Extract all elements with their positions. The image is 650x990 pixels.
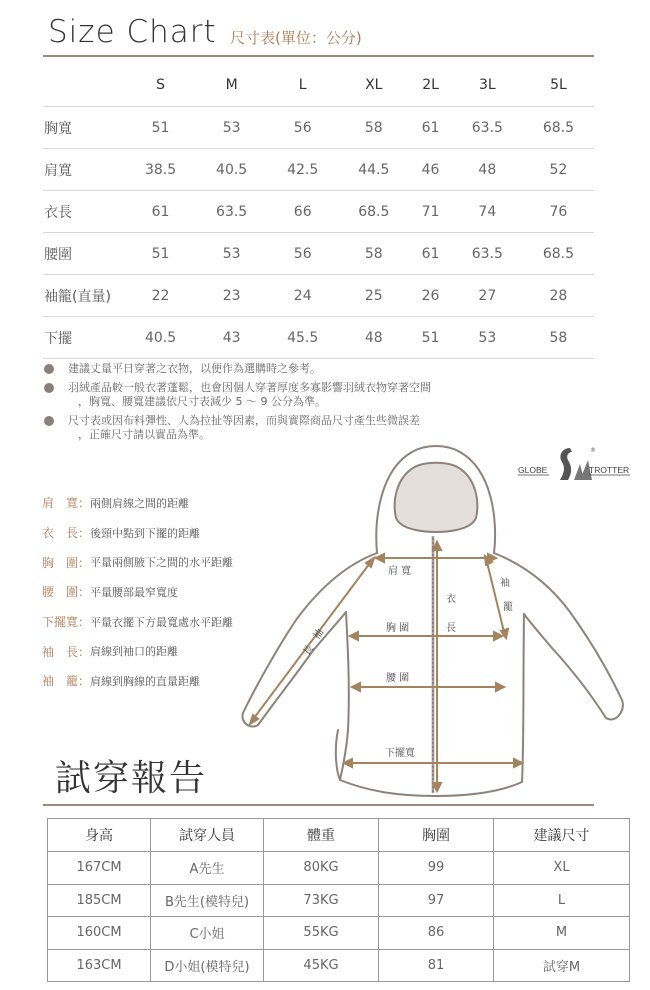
size-cell: 58 (338, 107, 409, 149)
definition-value: 平量腰部最窄寬度 (90, 585, 178, 599)
fit-cell: 81 (379, 949, 494, 982)
definition-key: 下擺寬： (42, 615, 91, 630)
size-header-row (43, 64, 594, 107)
size-chart-title: Size Chart (48, 14, 217, 50)
size-cell: 71 (409, 191, 451, 233)
definition-item (42, 547, 233, 577)
size-row (43, 149, 594, 191)
size-row (43, 191, 594, 233)
size-row (43, 233, 594, 275)
note-item (42, 381, 431, 409)
definition-item (42, 577, 233, 607)
size-cell: 51 (409, 317, 451, 359)
fit-cell: 99 (379, 852, 494, 885)
fit-header: 體重 (264, 819, 379, 852)
fit-row (48, 884, 630, 917)
size-cell: 56 (267, 233, 338, 275)
definition-item (42, 518, 233, 548)
jacket-diagram (235, 445, 645, 800)
definition-key: 肩 寬： (42, 496, 91, 511)
bullet-icon (44, 364, 54, 374)
size-chart-subtitle: 尺寸表(單位：公分) (230, 29, 362, 47)
notes-list (42, 362, 431, 447)
size-cell: 40.5 (125, 317, 196, 359)
size-cell: 61 (409, 107, 451, 149)
fit-cell: B先生(模特兒) (151, 884, 264, 917)
note-line: ，胸寬、腰寬建議依尺寸表減少 5 ～ 9 公分為準。 (78, 395, 326, 408)
size-cell: 61 (409, 233, 451, 275)
title-divider (43, 55, 594, 57)
label-armhole-1: 袖 (500, 578, 510, 589)
size-cell: 51 (125, 107, 196, 149)
definition-value: 兩側肩線之間的距離 (90, 496, 189, 510)
size-row-label: 胸寬 (43, 107, 125, 149)
label-shoulder: 肩 寬 (388, 566, 412, 577)
size-cell: 42.5 (267, 149, 338, 191)
fit-cell: 167CM (48, 852, 151, 885)
fit-row (48, 852, 630, 885)
brand-registered: ® (590, 447, 596, 454)
label-sleeve-2: 長 (301, 643, 317, 658)
fit-cell: M (494, 917, 630, 950)
definition-key: 衣 長： (42, 526, 91, 541)
size-cell: 58 (523, 317, 594, 359)
fit-report-table (47, 818, 630, 982)
size-cell: 74 (452, 191, 523, 233)
fit-cell: 試穿M (494, 949, 630, 982)
size-header: XL (365, 77, 383, 93)
label-sleeve-1: 袖 (311, 627, 327, 642)
definition-value: 肩線到袖口的距離 (90, 645, 178, 659)
size-row-label: 衣長 (43, 191, 125, 233)
size-cell: 61 (125, 191, 196, 233)
size-cell: 43 (196, 317, 267, 359)
definition-item (42, 488, 233, 518)
definition-value: 平量兩側腋下之間的水平距離 (90, 556, 233, 570)
fit-header: 建議尺寸 (494, 819, 630, 852)
size-header: 5L (550, 77, 567, 93)
note-line: 建議丈量平日穿著之衣物，以便作為選購時之參考。 (68, 362, 321, 375)
size-cell: 48 (338, 317, 409, 359)
size-table (43, 64, 594, 359)
fit-report-title: 試穿報告 (55, 758, 208, 799)
size-cell: 63.5 (452, 107, 523, 149)
fit-header: 試穿人員 (151, 819, 264, 852)
size-cell: 66 (267, 191, 338, 233)
size-cell: 28 (523, 275, 594, 317)
definition-item (42, 636, 233, 666)
fit-cell: L (494, 884, 630, 917)
label-waist: 腰 圍 (386, 673, 410, 684)
size-header: 3L (478, 77, 496, 93)
label-armhole-2: 籠 (503, 602, 513, 613)
definition-key: 腰 圍： (42, 585, 91, 600)
size-row (43, 275, 594, 317)
definition-item (42, 607, 233, 637)
fit-cell: 160CM (48, 917, 151, 950)
fit-cell: 86 (379, 917, 494, 950)
size-header: S (156, 77, 165, 93)
size-cell: 25 (338, 275, 409, 317)
size-row (43, 317, 594, 359)
fit-cell: 163CM (48, 949, 151, 982)
size-header-corner (43, 64, 125, 107)
size-row (43, 107, 594, 149)
size-cell: 48 (452, 149, 523, 191)
brand-right: TROTTER (589, 465, 630, 475)
size-row-label: 袖籠(直量) (43, 275, 125, 317)
brand-left: GLOBE (518, 465, 548, 475)
size-row-label: 肩寬 (43, 149, 125, 191)
size-header: 2L (422, 77, 439, 93)
fit-header: 胸圍 (379, 819, 494, 852)
label-length-2: 長 (446, 623, 456, 634)
definition-key: 袖 長： (42, 644, 91, 659)
size-cell: 68.5 (338, 191, 409, 233)
size-header: M (225, 77, 238, 93)
size-header: L (298, 77, 307, 93)
definition-key: 袖 籠： (42, 674, 91, 689)
fit-cell: XL (494, 852, 630, 885)
fit-cell: 45KG (264, 949, 379, 982)
label-hem: 下擺寬 (385, 748, 415, 759)
fit-cell: 97 (379, 884, 494, 917)
measurement-definitions (42, 488, 233, 696)
fit-cell: C小姐 (151, 917, 264, 950)
size-cell: 68.5 (523, 107, 594, 149)
size-cell: 53 (196, 233, 267, 275)
size-cell: 56 (267, 107, 338, 149)
size-cell: 53 (452, 317, 523, 359)
note-item (42, 414, 431, 442)
size-row-label: 下擺 (43, 317, 125, 359)
size-cell: 46 (409, 149, 451, 191)
fit-row (48, 917, 630, 950)
size-cell: 23 (196, 275, 267, 317)
fit-cell: 80KG (264, 852, 379, 885)
size-cell: 45.5 (267, 317, 338, 359)
bullet-icon (44, 416, 54, 426)
size-cell: 26 (409, 275, 451, 317)
definition-value: 平量衣擺下方最寬處水平距離 (90, 615, 233, 629)
size-cell: 51 (125, 233, 196, 275)
note-line: 羽絨產品較一般衣著蓬鬆，也會因個人穿著厚度多寡影響羽絨衣物穿著空間 (68, 381, 431, 394)
fit-cell: A先生 (151, 852, 264, 885)
fit-cell: D小姐(模特兒) (151, 949, 264, 982)
size-cell: 44.5 (338, 149, 409, 191)
size-cell: 53 (196, 107, 267, 149)
size-cell: 22 (125, 275, 196, 317)
size-cell: 63.5 (196, 191, 267, 233)
size-cell: 76 (523, 191, 594, 233)
size-row-label: 腰圍 (43, 233, 125, 275)
definition-item (42, 666, 233, 696)
size-cell: 63.5 (452, 233, 523, 275)
jacket-labels (301, 564, 513, 759)
label-chest: 胸 圍 (386, 623, 410, 634)
fit-cell: 73KG (264, 884, 379, 917)
bullet-icon (44, 383, 54, 393)
size-cell: 58 (338, 233, 409, 275)
fit-cell: 55KG (264, 917, 379, 950)
definition-key: 胸 圍： (42, 555, 91, 570)
fit-header-row (48, 819, 630, 852)
size-cell: 68.5 (523, 233, 594, 275)
size-cell: 52 (523, 149, 594, 191)
fit-row (48, 949, 630, 982)
definition-value: 肩線到胸線的直量距離 (90, 674, 200, 688)
fit-cell: 185CM (48, 884, 151, 917)
size-cell: 27 (452, 275, 523, 317)
fit-header: 身高 (48, 819, 151, 852)
size-cell: 40.5 (196, 149, 267, 191)
note-line: 尺寸表或因布料彈性、人為拉扯等因素，而與實際商品尺寸產生些微誤差 (68, 414, 420, 427)
fit-report-divider (43, 804, 594, 806)
definition-value: 後頸中點到下擺的距離 (90, 526, 200, 540)
note-item (42, 362, 431, 376)
size-cell: 24 (267, 275, 338, 317)
size-cell: 38.5 (125, 149, 196, 191)
label-length-1: 衣 (446, 594, 456, 605)
note-line: ，正確尺寸請以實品為準。 (78, 428, 210, 441)
